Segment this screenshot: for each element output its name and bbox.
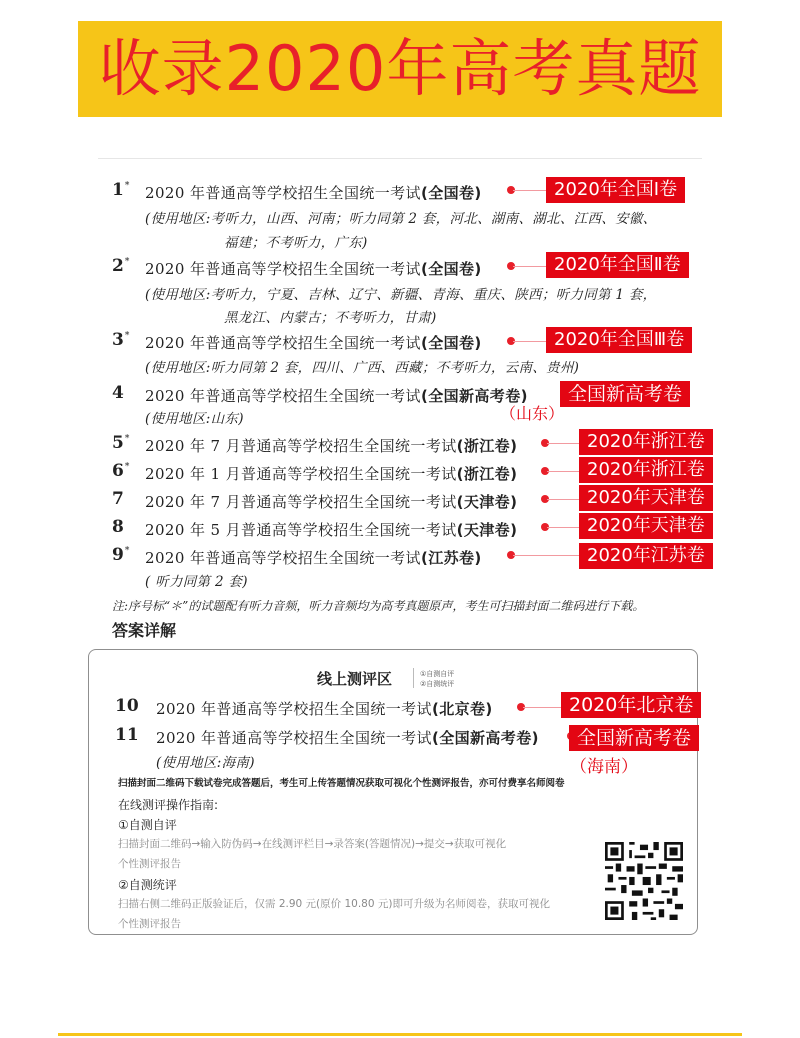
item-number: 10 [115, 696, 139, 716]
paper-tag: 2020年全国Ⅰ卷 [546, 177, 685, 203]
item-number: 8 [112, 517, 124, 537]
guide-title: 在线测评操作指南: [118, 798, 219, 812]
paper-tag: 2020年天津卷 [579, 513, 713, 539]
usage-region: (使用地区:山东) [145, 411, 244, 427]
item-number: 4 [112, 383, 124, 403]
exam-title: 2020 年普通高等学校招生全国统一考试(全国卷) [145, 334, 482, 352]
usage-region: ( 听力同第 2 套) [145, 574, 248, 590]
paper-tag: 全国新高考卷 [569, 725, 699, 751]
paper-tag: 2020年全国Ⅲ卷 [546, 327, 692, 353]
item-number: 1* [112, 180, 130, 200]
paper-tag: 2020年江苏卷 [579, 543, 713, 569]
divider [413, 668, 414, 688]
item-number: 7 [112, 489, 124, 509]
footer-line [58, 1033, 742, 1036]
step-text: 扫描右侧二维码正版验证后，仅需 2.90 元(原价 10.80 元)即可升级为名师阅卷，获取可视化 [118, 898, 550, 910]
paper-tag: 全国新高考卷 [560, 381, 690, 407]
exam-title: 2020 年 1 月普通高等学校招生全国统一考试(浙江卷) [145, 465, 518, 483]
usage-region: (使用地区:听力同第 2 套，四川、广西、西藏；不考听力，云南、贵州) [145, 360, 580, 376]
marker-line [547, 527, 579, 528]
scan-note: 扫描封面二维码下载试卷完成答题后，考生可上传答题情况获取可视化个性测评报告，亦可付费享名师阅卷 [118, 778, 565, 789]
item-number: 6* [112, 461, 130, 481]
usage-region: (使用地区:考听力，宁夏、吉林、辽宁、新疆、青海、重庆、陕西；听力同第 1 套， [145, 287, 657, 303]
marker-line [547, 471, 579, 472]
marker-line [547, 499, 579, 500]
exam-title: 2020 年普通高等学校招生全国统一考试(全国新高考卷) [156, 729, 539, 747]
divider [98, 158, 702, 159]
region-note: （山东） [500, 404, 565, 423]
paper-tag: 2020年天津卷 [579, 485, 713, 511]
item-number: 9* [112, 545, 130, 565]
exam-title: 2020 年普通高等学校招生全国统一考试(全国卷) [145, 184, 482, 202]
usage-region: (使用地区:考听力，山西、河南；听力同第 2 套，河北、湖南、湖北、江西、安徽、 [145, 211, 657, 227]
step-text: 扫描封面二维码→输入防伪码→在线测评栏目→录答案(答题情况)→提交→获取可视化 [118, 838, 507, 850]
online-box-subtitle: ②自测统评 [420, 680, 455, 688]
exam-title: 2020 年 5 月普通高等学校招生全国统一考试(天津卷) [145, 521, 518, 539]
usage-region: 黑龙江、内蒙古；不考听力，甘肃) [224, 310, 437, 326]
marker-line [513, 266, 546, 267]
paper-tag: 2020年北京卷 [561, 692, 701, 718]
banner-title: 收录2020年高考真题 [98, 32, 702, 105]
exam-title: 2020 年普通高等学校招生全国统一考试(全国新高考卷) [145, 387, 528, 405]
title-banner [78, 21, 722, 117]
step-title: ②自测统评 [118, 878, 177, 892]
step-title: ①自测自评 [118, 818, 177, 832]
exam-title: 2020 年普通高等学校招生全国统一考试(江苏卷) [145, 549, 482, 567]
exam-title: 2020 年普通高等学校招生全国统一考试(北京卷) [156, 700, 493, 718]
exam-title: 2020 年 7 月普通高等学校招生全国统一考试(浙江卷) [145, 437, 518, 455]
audio-note: 注:序号标“＊”的试题配有听力音频，听力音频均为高考真题原声，考生可扫描封面二维码进行下载。 [112, 599, 645, 613]
exam-title: 2020 年普通高等学校招生全国统一考试(全国卷) [145, 260, 482, 278]
step-text: 个性测评报告 [118, 858, 181, 870]
marker-line [513, 555, 579, 556]
marker-line [547, 443, 579, 444]
item-number: 11 [115, 725, 139, 745]
usage-region: (使用地区:海南) [156, 755, 255, 771]
paper-tag: 2020年浙江卷 [579, 429, 713, 455]
region-note: （海南） [570, 757, 638, 777]
item-number: 5* [112, 433, 130, 453]
item-number: 3* [112, 330, 130, 350]
marker-line [513, 341, 546, 342]
paper-tag: 2020年浙江卷 [579, 457, 713, 483]
online-box-subtitle: ①自测自评 [420, 670, 455, 678]
qr-code-icon[interactable] [605, 842, 683, 920]
step-text: 个性测评报告 [118, 918, 181, 930]
item-number: 2* [112, 256, 130, 276]
exam-title: 2020 年 7 月普通高等学校招生全国统一考试(天津卷) [145, 493, 518, 511]
marker-line [523, 707, 561, 708]
usage-region: 福建；不考听力，广东) [224, 235, 368, 251]
answer-heading: 答案详解 [112, 621, 177, 640]
online-box-title: 线上测评区 [317, 670, 393, 688]
paper-tag: 2020年全国Ⅱ卷 [546, 252, 689, 278]
marker-line [513, 190, 546, 191]
